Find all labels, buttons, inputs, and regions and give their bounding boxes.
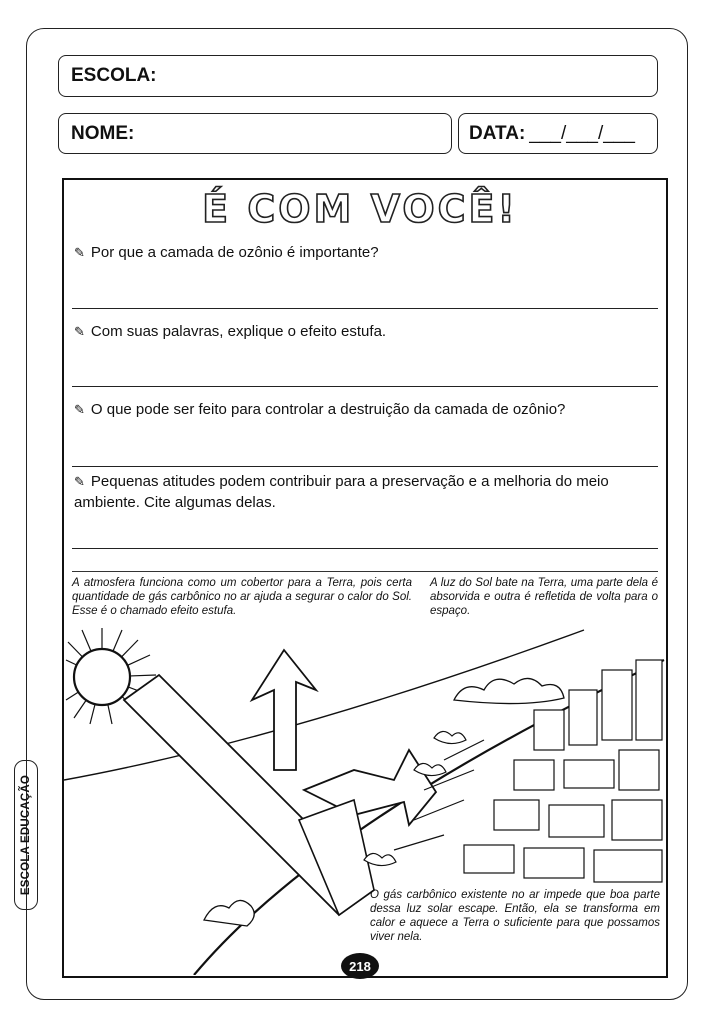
name-label: NOME: xyxy=(71,122,135,144)
question-2-text: Com suas palavras, explique o efeito estufa. xyxy=(90,323,387,340)
answer-line-3[interactable] xyxy=(72,466,658,467)
illustration-divider xyxy=(72,571,658,572)
pencil-icon: ✎ xyxy=(74,324,85,339)
side-label xyxy=(14,760,38,910)
question-4-text: Pequenas atitudes podem contribuir para a preservação e a melhoria do meio ambiente. Cite algumas delas. xyxy=(74,473,609,511)
date-field[interactable] xyxy=(458,113,658,154)
caption-carbon-dioxide: O gás carbônico existente no ar impede que boa parte dessa luz solar escape. Então, ela se transforma em calor e aquece a Terra o suficiente para que possamos viver nela. xyxy=(370,889,660,943)
activity-title xyxy=(200,182,520,232)
pencil-icon: ✎ xyxy=(74,245,85,260)
caption-greenhouse: A atmosfera funciona como um cobertor para a Terra, pois certa quantidade de gás carbônico no ar ajuda a segurar o calor do Sol. Esse é o chamado efeito estufa. xyxy=(72,577,412,617)
sun-icon xyxy=(74,649,130,705)
question-1 xyxy=(74,242,664,263)
reflected-arrow xyxy=(252,650,316,770)
page-number xyxy=(341,953,379,979)
side-label-text: ESCOLA EDUCAÇÃO xyxy=(20,774,32,896)
question-2 xyxy=(74,321,664,342)
school-field[interactable] xyxy=(58,55,658,97)
answer-line-4[interactable] xyxy=(72,548,658,549)
question-1-text: Por que a camada de ozônio é importante? xyxy=(90,244,379,261)
page-number-text: 218 xyxy=(349,958,371,974)
school-label: ESCOLA: xyxy=(71,65,157,86)
cloud xyxy=(204,900,254,926)
answer-line-1[interactable] xyxy=(72,308,658,309)
question-3-text: O que pode ser feito para controlar a destruição da camada de ozônio? xyxy=(90,401,566,418)
name-field[interactable] xyxy=(58,113,452,154)
title-text: É COM VOCÊ! xyxy=(202,187,518,231)
answer-line-2[interactable] xyxy=(72,386,658,387)
pencil-icon: ✎ xyxy=(74,402,85,417)
date-blanks: ___/___/___ xyxy=(529,122,635,144)
cloud xyxy=(454,678,564,703)
date-label: DATA: xyxy=(469,122,526,144)
question-3 xyxy=(74,399,664,420)
caption-sunlight: A luz do Sol bate na Terra, uma parte dela é absorvida e outra é refletida de volta para o espaço. xyxy=(430,577,658,617)
question-4 xyxy=(74,471,664,513)
pencil-icon: ✎ xyxy=(74,474,85,489)
